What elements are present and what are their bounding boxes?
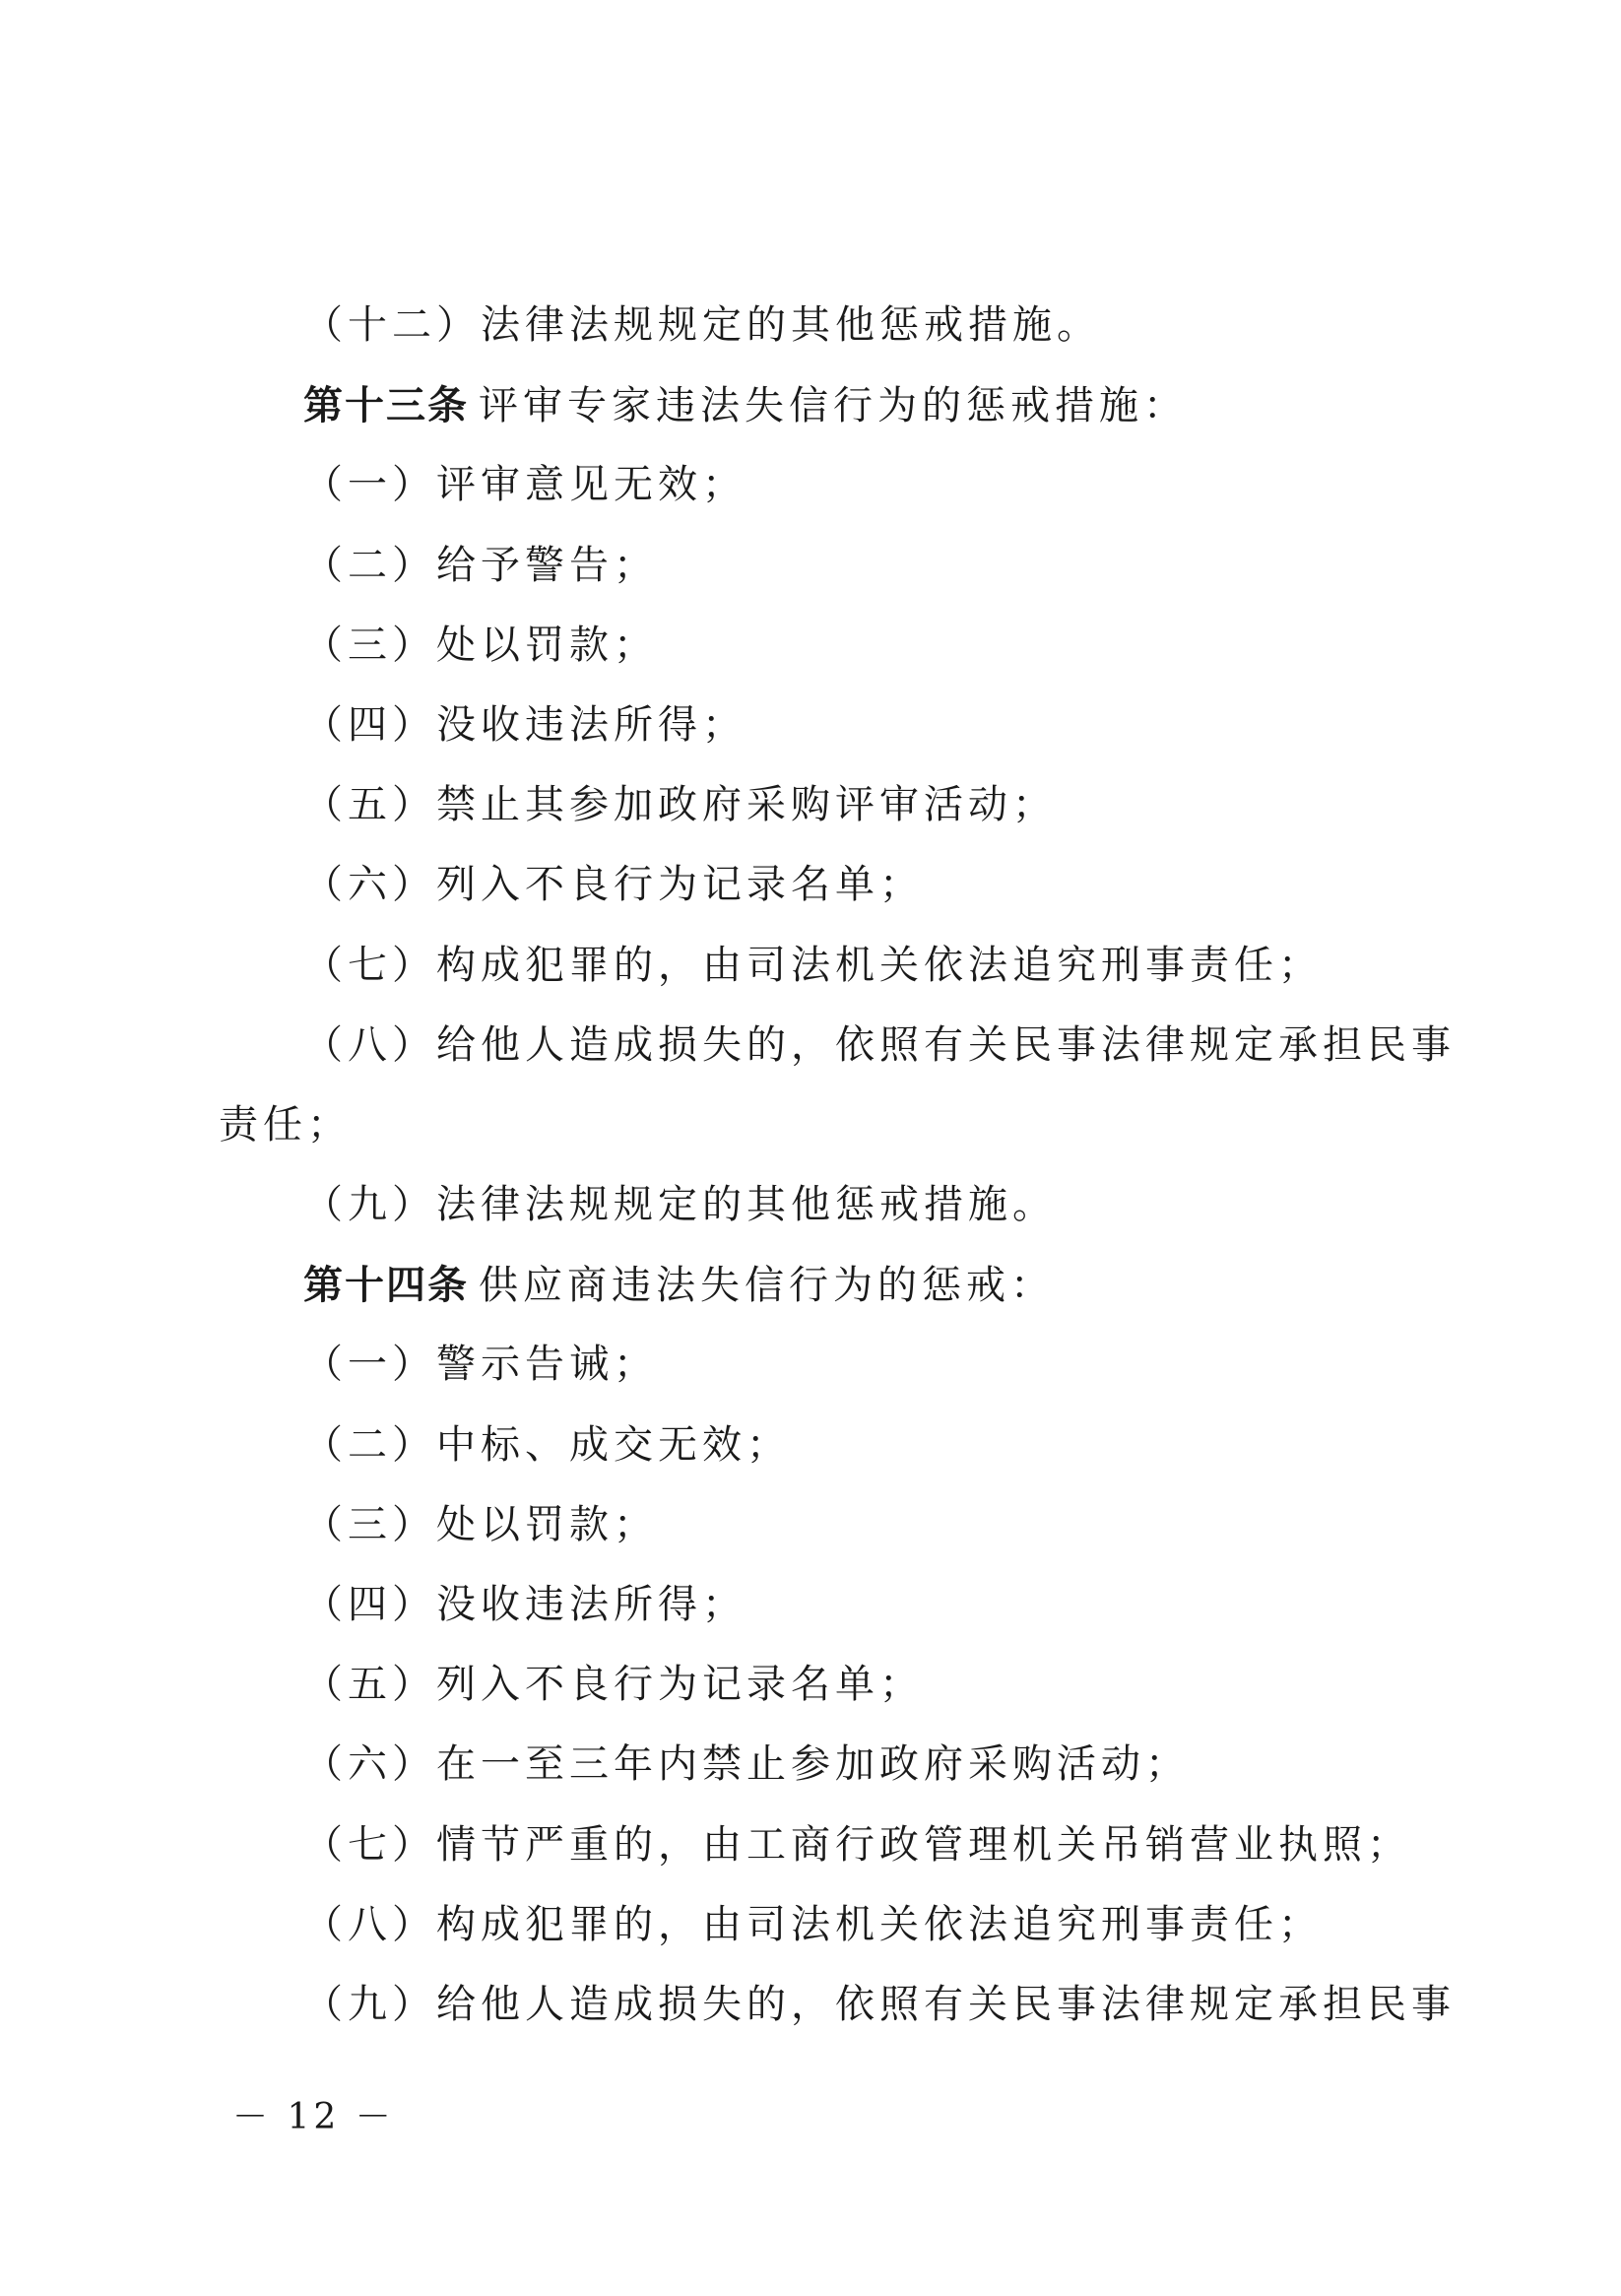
list-item: （十二）法律法规规定的其他惩戒措施。: [303, 302, 1101, 348]
article-heading: 第十四条 供应商违法失信行为的惩戒：: [303, 1262, 1055, 1309]
article-number: 第十三条: [303, 382, 469, 429]
list-item: （八）构成犯罪的，由司法机关依法追究刑事责任；: [303, 1901, 1323, 1947]
list-item: （四）没收违法所得；: [303, 1582, 746, 1627]
list-item: （六）列入不良行为记录名单；: [303, 862, 924, 908]
list-item: （七）构成犯罪的，由司法机关依法追究刑事责任；: [303, 942, 1323, 988]
list-item: （一）警示告诫；: [303, 1342, 658, 1388]
list-item: （一）评审意见无效；: [303, 462, 746, 508]
list-item: （五）列入不良行为记录名单；: [303, 1662, 924, 1708]
list-item: （二）给予警告；: [303, 542, 658, 588]
list-item: （六）在一至三年内禁止参加政府采购活动；: [303, 1741, 1190, 1788]
list-item: （五）禁止其参加政府采购评审活动；: [303, 782, 1057, 828]
list-item: （八）给他人造成损失的，依照有关民事法律规定承担民事: [303, 1021, 1456, 1068]
list-item: （二）中标、成交无效；: [303, 1421, 791, 1468]
list-item: （九）给他人造成损失的，依照有关民事法律规定承担民事: [303, 1981, 1456, 2027]
list-item-continuation: 责任；: [219, 1101, 352, 1148]
document-body: [219, 286, 1456, 2045]
list-item: （三）处以罚款；: [303, 1501, 658, 1547]
list-item: （三）处以罚款；: [303, 622, 658, 668]
list-item: （九）法律法规规定的其他惩戒措施。: [303, 1182, 1057, 1228]
list-item: （四）没收违法所得；: [303, 701, 746, 748]
list-item: （七）情节严重的，由工商行政管理机关吊销营业执照；: [303, 1821, 1411, 1868]
article-number: 第十四条: [303, 1262, 469, 1309]
article-heading: 第十三条 评审专家违法失信行为的惩戒措施：: [303, 382, 1188, 429]
page-number: － 12 －: [232, 2097, 395, 2137]
